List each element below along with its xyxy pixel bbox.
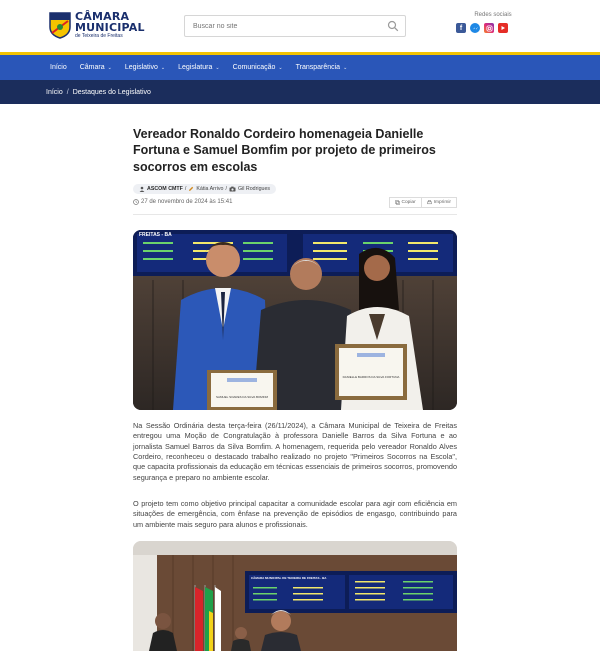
nav-item-transparencia[interactable] <box>296 64 348 71</box>
social-links <box>456 12 526 33</box>
article-header <box>133 126 457 215</box>
breadcrumb-home[interactable]: Início <box>46 88 63 96</box>
credit-source: ASCOM CMTF <box>147 185 183 192</box>
logo-line-municipal: MUNICIPAL <box>75 21 145 34</box>
credit-photographer: Gil Rodrigues <box>237 185 271 192</box>
nav-item-camara[interactable] <box>80 64 112 71</box>
article-photo-2 <box>133 541 457 651</box>
chevron-down-icon: ⌄ <box>160 64 166 71</box>
nav-label: Câmara <box>79 64 105 71</box>
credit-author: Kátia Arrivo <box>196 185 224 192</box>
pen-icon <box>188 186 194 192</box>
article-credits: ASCOM CMTF / Kátia Arrivo / Gil Rodrigues <box>133 184 276 194</box>
nav-item-legislativo[interactable] <box>125 64 165 71</box>
search-input[interactable] <box>185 16 381 36</box>
article-title: Vereador Ronaldo Cordeiro homenageia Danielle Fortuna e Samuel Bomfim por projeto de primeiros socorros em escolas <box>133 127 436 174</box>
nav-label: Início <box>50 64 67 71</box>
print-label: Imprimir <box>433 199 451 205</box>
voting-panel-label-2: CÂMARA MUNICIPAL DE TEIXEIRA DE FREITAS - BA <box>251 576 327 580</box>
chevron-down-icon: ⌄ <box>215 64 220 71</box>
nav-label: Legislativo <box>124 64 158 71</box>
printer-icon <box>427 200 432 205</box>
social-label: Redes sociais <box>474 12 512 18</box>
messenger-icon[interactable] <box>470 23 480 33</box>
divider <box>133 214 457 215</box>
breadcrumb-separator: / <box>66 88 69 96</box>
search-icon[interactable] <box>387 20 399 32</box>
nav-label: Transparência <box>295 64 341 71</box>
copy-label: Copiar <box>401 199 416 205</box>
facebook-icon[interactable]: f <box>456 23 466 33</box>
breadcrumb <box>0 80 600 104</box>
nav-item-inicio[interactable] <box>50 64 67 71</box>
copy-icon <box>395 200 400 205</box>
article-paragraph-1: Na Sessão Ordinária desta terça-feira (26/11/2024), a Câmara Municipal de Teixeira de Freitas entregou uma Moção de Congratulação à professora Danielle Barros da Silva Fortuna e ao jornalista Samuel Barros da Silva Bomfim. A homenagem, requerida pelo vereador Ronaldo Alves Cordeiro, reconheceu o destacado trabalho realizado no projeto "Primeiros Socorros na Escola", que capacita profissionais da educação em técnicas essenciais de primeiros socorros, promovendo segurança e preparo no ambiente escolar. <box>133 421 457 482</box>
article-date <box>133 199 232 205</box>
search-box <box>184 15 406 37</box>
chevron-down-icon: ⌄ <box>343 64 348 71</box>
nav-item-legislatura[interactable] <box>178 64 219 71</box>
site-logo[interactable] <box>48 11 145 39</box>
clock-icon <box>133 199 139 205</box>
chevron-down-icon: ⌄ <box>278 64 283 71</box>
instagram-icon[interactable] <box>484 23 494 33</box>
copy-button[interactable] <box>389 197 422 208</box>
article-actions <box>389 197 457 208</box>
nav-label: Comunicação <box>232 64 276 71</box>
user-icon <box>139 186 145 192</box>
print-button[interactable] <box>422 197 457 208</box>
logo-line-camara: CÂMARA <box>75 10 130 23</box>
chamber-photo-illustration <box>133 541 457 651</box>
voting-panel-label: FREITAS - BA <box>139 232 172 238</box>
nav-item-comunicacao[interactable] <box>233 64 283 71</box>
main-nav <box>0 55 600 80</box>
youtube-icon[interactable] <box>498 23 508 33</box>
honoree-photo-illustration <box>133 230 457 410</box>
article-photo-1 <box>133 230 457 410</box>
chevron-down-icon: ⌄ <box>107 64 112 71</box>
date-text: 27 de novembro de 2024 às 15:41 <box>141 199 233 206</box>
camera-icon <box>229 186 236 192</box>
certificate-left-name: SAMUEL SOARES DA SILVA BOMFIM <box>216 395 268 399</box>
site-header <box>0 0 600 52</box>
credit-separator: / <box>184 185 187 192</box>
article-paragraph-2: O projeto tem como objetivo principal capacitar a comunidade escolar para agir com eficiência em situações de emergência, com ênfase na prevenção de episódios de engasgo, contribuindo para um ambiente mais seguro para alunos e profissionais. <box>133 499 457 529</box>
logo-line-city: de Teixeira de Freitas <box>75 33 123 39</box>
nav-label: Legislatura <box>178 64 213 71</box>
breadcrumb-current[interactable]: Destaques do Legislativo <box>72 88 151 96</box>
certificate-right-name: DANIELLE BARROS DA SILVA FORTUNA <box>342 375 400 379</box>
coat-of-arms-icon <box>48 11 72 39</box>
